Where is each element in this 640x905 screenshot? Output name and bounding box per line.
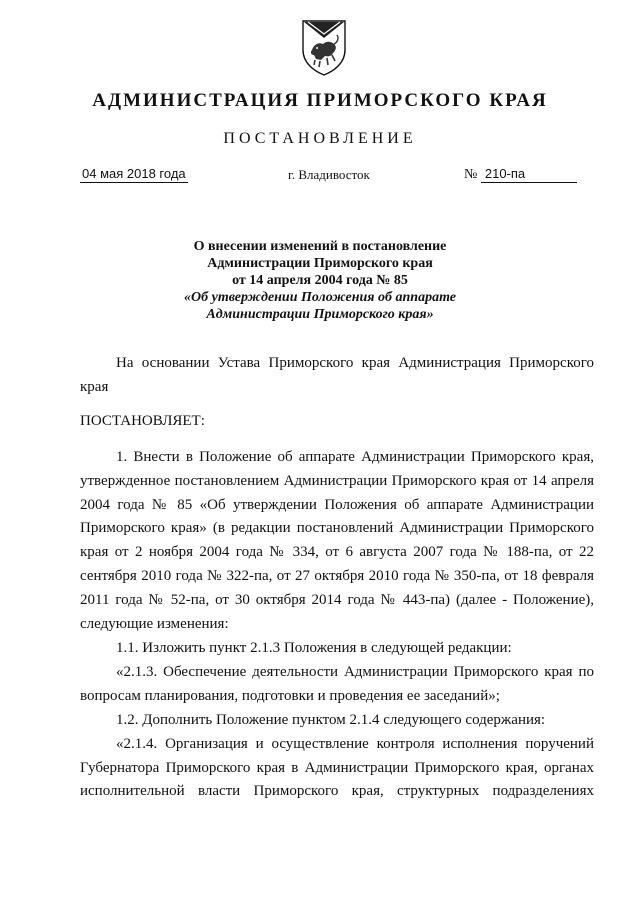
document-body <box>80 352 594 804</box>
resolve-heading: ПОСТАНОВЛЯЕТ: <box>80 412 205 429</box>
document-meta-row <box>0 166 640 190</box>
subject-line-2: Администрации Приморского края <box>207 256 433 271</box>
document-number: 210-па <box>481 166 577 183</box>
subject-line-4: «Об утверждении Положения об аппарате <box>184 290 456 305</box>
paragraph-1-1: 1.1. Изложить пункт 2.1.3 Положения в следующей редакции: <box>116 639 512 656</box>
subject-line-5: Администрации Приморского края» <box>206 307 434 322</box>
organization-title: АДМИНИСТРАЦИЯ ПРИМОРСКОГО КРАЯ <box>92 90 548 111</box>
quote-2-1-4: «2.1.4. Организация и осуществление контроля исполнения поручений Губернатора Приморского края в Администрации Приморского края, органах исполнительной власти Приморского края, структурных подразделениях <box>80 735 594 800</box>
number-sign: № <box>464 167 478 182</box>
document-number-field <box>464 166 577 183</box>
document-subject <box>120 238 520 323</box>
paragraph-1-2: 1.2. Дополнить Положение пунктом 2.1.4 следующего содержания: <box>116 711 546 728</box>
document-city: г. Владивосток <box>288 167 370 182</box>
document-date: 04 мая 2018 года <box>82 166 186 181</box>
coat-of-arms-icon <box>301 20 347 76</box>
subject-line-1: О внесении изменений в постановление <box>193 239 447 254</box>
document-type: ПОСТАНОВЛЕНИЕ <box>223 130 417 147</box>
subject-line-3: от 14 апреля 2004 года № 85 <box>232 273 408 288</box>
paragraph-1: 1. Внести в Положение об аппарате Администрации Приморского края, утвержденное постановлением Администрации Приморского края от 14 апреля 2004 года № 85 «Об утверждении Положения об аппарате Администрации Приморского края» (в редакции постановлений Администрации Приморского края от 2 ноября 2004 года № 334, от 6 августа 2007 года № 188-па, от 22 сентября 2010 года № 322-па, от 27 октября 2010 года № 350-па, от 18 февраля 2011 года № 52-па, от 30 октября 2014 года № 443-па) (далее - Положение), следующие изменения: <box>80 448 594 633</box>
coat-of-arms-emblem <box>301 20 347 76</box>
quote-2-1-3: «2.1.3. Обеспечение деятельности Администрации Приморского края по вопросам планирования, подготовки и проведения ее заседаний»; <box>80 663 594 704</box>
preamble-paragraph: На основании Устава Приморского края Администрация Приморского края <box>80 355 594 395</box>
